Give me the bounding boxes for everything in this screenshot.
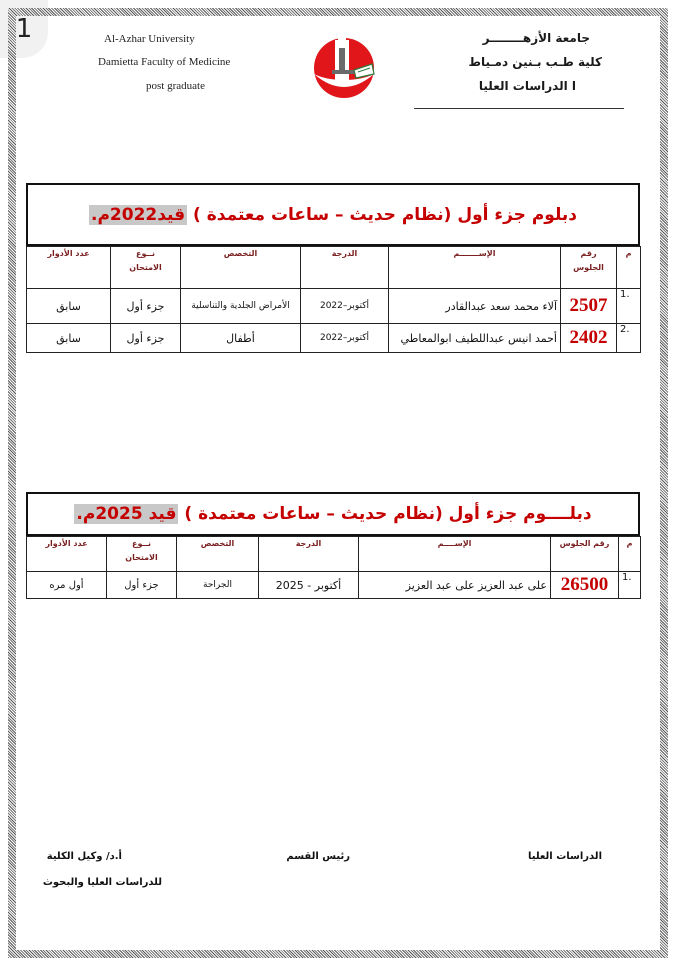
header-divider <box>414 108 624 109</box>
header-en-university: Al-Azhar University <box>104 33 195 45</box>
header-en-faculty: Damietta Faculty of Medicine <box>98 56 231 68</box>
faculty-logo <box>302 30 386 100</box>
grade: أكتوبر–2022 <box>301 289 389 324</box>
header-m: م <box>617 247 641 289</box>
rounds: سابق <box>27 289 111 324</box>
row-number: 1. <box>619 572 641 599</box>
row-number: 2. <box>617 324 641 353</box>
section1-table <box>26 246 641 353</box>
student-name: أحمد انيس عبداللطيف ابوالمعاطي <box>389 324 561 353</box>
header-exam-type: نــوع الامتحان <box>107 537 177 572</box>
exam-type: جزء أول <box>111 324 181 353</box>
section2-table <box>26 536 641 599</box>
seat-number: 2507 <box>561 289 617 324</box>
seat-number: 2402 <box>561 324 617 353</box>
table-row <box>27 289 641 324</box>
header-ar-faculty: كلية طـب بـنين دمـياط <box>468 55 602 69</box>
specialty: أطفال <box>181 324 301 353</box>
header-name: الإســــم <box>359 537 551 572</box>
header-rounds: عدد الأدوار <box>27 537 107 572</box>
signature-vice-dean: أ.د/ وكيل الكلية <box>46 851 122 862</box>
grade: أكتوبر–2022 <box>301 324 389 353</box>
header-ar-university: جامعة الأزهــــــــر <box>482 31 590 45</box>
header-en-postgrad: post graduate <box>146 80 205 92</box>
section2-title-box <box>26 492 640 536</box>
section1-title-box <box>26 183 640 246</box>
header-ar-postgrad: ا الدراسات العليا <box>478 79 576 93</box>
signature-postgrad: الدراسات العليا <box>527 851 602 862</box>
rounds: سابق <box>27 324 111 353</box>
section2-title-highlight: قيد 2025م. <box>76 504 177 524</box>
student-name: على عبد العزيز على عبد العزيز <box>359 572 551 599</box>
header-spec: التخصص <box>177 537 259 572</box>
signature-department-head: رئيس القسم <box>286 851 350 862</box>
exam-type: جزء أول <box>111 289 181 324</box>
header-seat: رقم الجلوس <box>551 537 619 572</box>
header-rounds: عدد الأدوار <box>27 247 111 289</box>
decorative-page-border <box>8 8 668 958</box>
page-number: 1 <box>15 14 33 44</box>
section2-title <box>74 504 591 524</box>
signature-vice-dean-title: للدراسات العليا والبحوث <box>42 877 162 888</box>
section1-header-row <box>27 247 641 289</box>
seat-number: 26500 <box>551 572 619 599</box>
specialty: الأمراض الجلدية والتناسلية <box>181 289 301 324</box>
header-grade: الدرجة <box>301 247 389 289</box>
header-seat: رقم الجلوس <box>561 247 617 289</box>
student-name: آلاء محمد سعد عبدالقادر <box>389 289 561 324</box>
section2-title-main: دبلــــوم جزء أول (نظام حديث – ساعات معتمدة ) <box>178 504 592 524</box>
header-exam-type: نــوع الامتحان <box>111 247 181 289</box>
exam-type: جزء أول <box>107 572 177 599</box>
section1-title-highlight: قيد2022م. <box>90 204 186 225</box>
header-spec: التخصص <box>181 247 301 289</box>
specialty: الجراحة <box>177 572 259 599</box>
header-name: الإســـــــم <box>389 247 561 289</box>
table-row <box>27 324 641 353</box>
table-row <box>27 572 641 599</box>
rounds: أول مره <box>27 572 107 599</box>
section1-title <box>89 205 577 225</box>
grade: أكتوبر - 2025 <box>259 572 359 599</box>
section1-title-main: دبلوم جزء أول (نظام حديث – ساعات معتمدة ) <box>187 204 577 225</box>
header-m: م <box>619 537 641 572</box>
row-number: 1. <box>617 289 641 324</box>
header-grade: الدرجة <box>259 537 359 572</box>
section2-header-row <box>27 537 641 572</box>
